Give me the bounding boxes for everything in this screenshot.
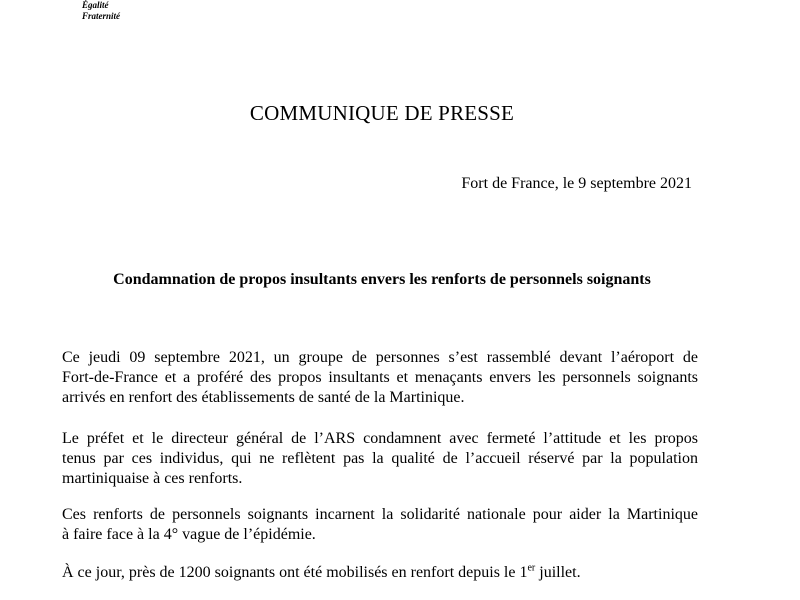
- paragraph-line: Ce jeudi 09 septembre 2021, un groupe de personnes s’est rassemblé devant l’aéroport de: [62, 349, 698, 366]
- paragraph-line: Ces renforts de personnels soignants incarnent la solidarité nationale pour aider la Martinique: [62, 506, 698, 523]
- document-title: COMMUNIQUE DE PRESSE: [249, 101, 515, 125]
- paragraph-4-text: À ce jour, près de 1200 soignants ont été mobilisés en renfort depuis le 1: [62, 564, 528, 581]
- paragraph-line: Le préfet et le directeur général de l’ARS condamnent avec fermeté l’attitude et les propos: [62, 430, 698, 447]
- dateline: Fort de France, le 9 septembre 2021: [461, 175, 692, 192]
- paragraph-line: [62, 563, 698, 583]
- paragraph-3: [62, 505, 698, 545]
- paragraph-4-end: juillet.: [535, 564, 581, 581]
- paragraph-line: tenus par ces individus, qui ne reflètent pas la qualité de l’accueil réservé par la population: [62, 450, 698, 467]
- paragraph-line: à faire face à la 4° vague de l’épidémie.: [62, 526, 316, 543]
- press-release-subject: Condamnation de propos insultants envers les renforts de personnels soignants: [113, 271, 651, 288]
- paragraph-1: [62, 348, 698, 408]
- motto-fraternite: Fraternité: [82, 11, 121, 21]
- paragraph-2: [62, 429, 698, 489]
- paragraph-line: martiniquaise à ces renforts.: [62, 470, 243, 487]
- motto-egalite: Égalité: [82, 0, 109, 10]
- paragraph-line: Fort-de-France et a proféré des propos insultants et menaçants envers les personnels soignants: [62, 369, 698, 386]
- paragraph-line: arrivés en renfort des établissements de santé de la Martinique.: [62, 389, 465, 406]
- ordinal-suffix: er: [527, 562, 536, 574]
- paragraph-4: [62, 563, 698, 583]
